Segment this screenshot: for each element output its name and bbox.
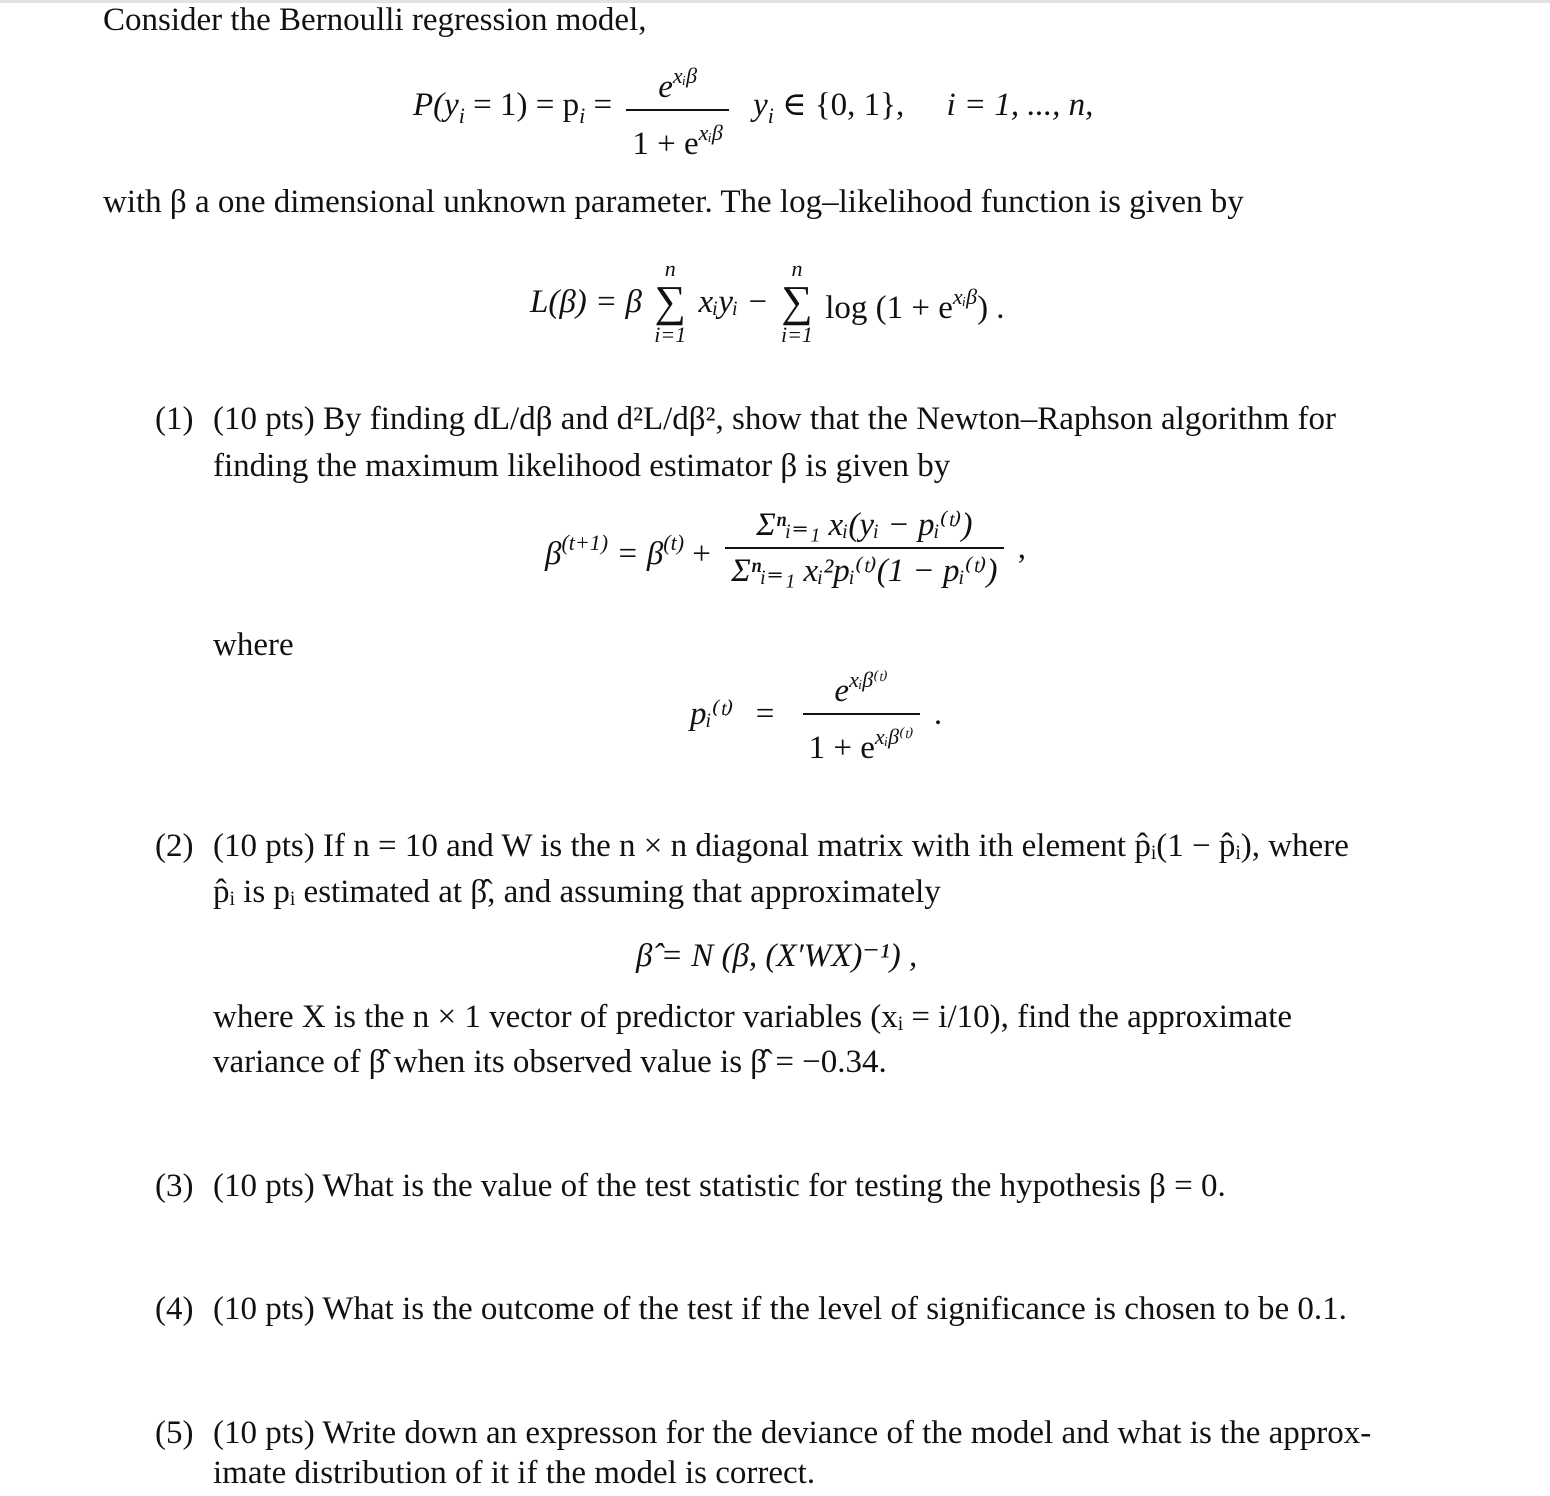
- q1-line-1: (10 pts) By finding dL/dβ and d²L/dβ², show that the Newton–Raphson algorithm for: [213, 401, 1336, 437]
- q1-where-text: where: [213, 627, 294, 663]
- q2-distribution-equation: β̂ = N (β, (X′WX)⁻¹) ,: [636, 938, 918, 974]
- probability-equation: pᵢ⁽ᵗ⁾ = $\frac{e^{xᵢ\beta^(ᵗ^)}}{1 + e^{xᵢ\beta^(ᵗ^)}}$ .: [690, 660, 942, 768]
- newton-raphson-fraction: $\frac{\text{Σⁿᵢ₌₁ xᵢ(yᵢ − pᵢ⁽ᵗ⁾)}}{\text{Σⁿᵢ₌₁ xᵢ²pᵢ⁽ᵗ⁾(1 − pᵢ⁽ᵗ⁾)}}$: [725, 505, 1003, 591]
- q5-line-1: (10 pts) Write down an expresson for the deviance of the model and what is the approx-: [213, 1415, 1372, 1451]
- model-lhs: P(y: [413, 86, 459, 123]
- q2-line-3: where X is the n × 1 vector of predictor variables (xᵢ = i/10), find the approximate: [213, 999, 1293, 1035]
- sum-sign-1: n ∑ i=1: [654, 256, 687, 347]
- intro-text: Consider the Bernoulli regression model,: [103, 2, 647, 38]
- model-condition-i: i = 1, ..., n,: [946, 86, 1094, 123]
- model-equation: $P(y_i = 1) = p_i$ = $\frac{e^{xᵢ\beta}}{1 + e^{xᵢ\beta}}$ $y_i$ ∈ {0, 1}, i = 1, ..., n,: [413, 56, 1093, 146]
- q3-label: (3): [155, 1168, 194, 1204]
- q2-line-2: p̂ᵢ is pᵢ estimated at β̂, and assuming that approximately: [213, 874, 941, 910]
- loglik-equation: L(β) = β n ∑ i=1 xᵢyᵢ − n ∑ i=1 $\log (1 + e^{xᵢ\beta})$ .: [530, 256, 1005, 347]
- loglik-intro-text: with β a one dimensional unknown parameter. The log–likelihood function is given by: [103, 184, 1244, 220]
- q2-line-4: variance of β̂ when its observed value is β̂ = −0.34.: [213, 1044, 887, 1080]
- q1-label: (1): [155, 401, 194, 437]
- probability-fraction: $\frac{e^{xᵢ\beta^(ᵗ^)}}{1 + e^{xᵢ\beta^(ᵗ^)}}$: [803, 660, 920, 768]
- model-condition-y: y: [753, 86, 768, 123]
- q5-label: (5): [155, 1415, 194, 1451]
- sum-sign-2: n ∑ i=1: [780, 256, 813, 347]
- q3-line-1: (10 pts) What is the value of the test statistic for testing the hypothesis β = 0.: [213, 1168, 1226, 1204]
- newton-raphson-equation: $\beta^{(t+1)} = \beta^{(t)}$ + $\frac{\text{Σⁿᵢ₌₁ xᵢ(yᵢ − pᵢ⁽ᵗ⁾)}}{\text{Σⁿᵢ₌₁ xᵢ²pᵢ⁽ᵗ⁾(1 − pᵢ⁽ᵗ⁾)}}$ ,: [545, 507, 1026, 589]
- q2-line-1: (10 pts) If n = 10 and W is the n × n diagonal matrix with ith element p̂ᵢ(1 − p̂ᵢ), where: [213, 828, 1349, 864]
- q1-line-2: finding the maximum likelihood estimator β is given by: [213, 448, 951, 484]
- q5-line-2: imate distribution of it if the model is correct.: [213, 1455, 816, 1491]
- model-fraction: $\frac{e^{xᵢ\beta}}{1 + e^{xᵢ\beta}}$: [626, 56, 728, 164]
- q2-label: (2): [155, 828, 194, 864]
- q4-line-1: (10 pts) What is the outcome of the test if the level of significance is chosen to be 0.1.: [213, 1291, 1347, 1327]
- q4-label: (4): [155, 1291, 194, 1327]
